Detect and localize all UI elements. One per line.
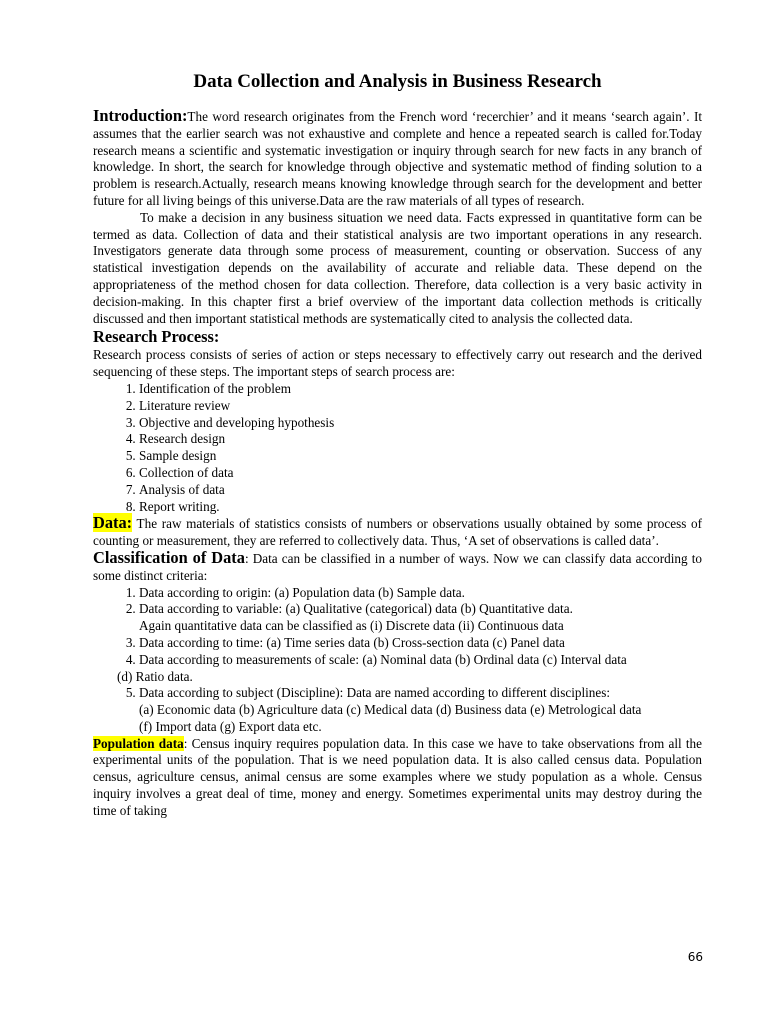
- list-item: 6. Collection of data: [139, 465, 702, 482]
- classification-list-b: [93, 635, 702, 669]
- intro-paragraph-2: To make a decision in any business situation we need data. Facts expressed in quantitative form can be termed as data. Collection of data and their statistical analysis are two important operations in any research. Investigators generate data through some process of measurement, counting or observation. Success of any statistical investigation depends on the availability of accurate and reliable data. These depend on the appropriateness of the method chosen for data collection. Therefore, data collection is a very basic activity in decision-making. In this chapter first a brief overview of the important data collection methods is critically discussed and then important statistical methods are systematically cited to analysis the collected data.: [93, 209, 702, 326]
- classification-text: : Data can be classified in a number of ways. Now we can classify data according to some distinct criteria:: [93, 550, 702, 583]
- list-item: 1. Identification of the problem: [139, 381, 702, 398]
- classification-item5-cont2: (f) Import data (g) Export data etc.: [139, 718, 322, 734]
- list-item: 4. Data according to measurements of scale: (a) Nominal data (b) Ordinal data (c) Interval data: [139, 652, 702, 669]
- intro-paragraph: [93, 108, 702, 210]
- list-item: 4. Research design: [139, 431, 702, 448]
- classification-heading: Classification of Data: [93, 547, 245, 567]
- list-item: 7. Analysis of data: [139, 482, 702, 499]
- page-number: 66: [687, 950, 703, 964]
- intro-text: The word research originates from the French word ‘recerchier’ and it means ‘search again’. It assumes that the earlier search was not exhaustive and complete and hence a repeated search is called for.Today research means a scientific and systematic investigation or inquiry through search for new facts in any branch of knowledge. In short, the search for knowledge through objective and systematic method of finding solution to a problem is research.Actually, research means knowing knowledge through search for the development and better future for all living beings of this universe.Data are the raw materials of all types of research.: [93, 109, 702, 208]
- list-item: 2. Literature review: [139, 398, 702, 415]
- list-item: 2. Data according to variable: (a) Qualitative (categorical) data (b) Quantitative data.: [139, 601, 702, 618]
- population-text: : Census inquiry requires population data. In this case we have to take observations from all the experimental units of the population. That is we need population data. It is also called census data. Population census, agriculture census, animal census are some examples where we study population as a whole. Census inquiry involves a great deal of time, money and energy. Sometimes experimental units may destroy during the time of taking: [93, 735, 702, 818]
- data-heading: Data:: [93, 513, 133, 533]
- document-page: [93, 70, 702, 820]
- research-process-text: Research process consists of series of action or steps necessary to effectively carry out research and the derived sequencing of these steps. The important steps of search process are:: [93, 347, 702, 380]
- list-item: 3. Data according to time: (a) Time series data (b) Cross-section data (c) Panel data: [139, 635, 702, 652]
- intro-heading: Introduction:: [93, 106, 188, 125]
- list-item: 3. Objective and developing hypothesis: [139, 415, 702, 432]
- research-process-heading: Research Process:: [93, 327, 220, 347]
- list-item: 5. Data according to subject (Discipline): Data are named according to different disciplines:: [139, 685, 702, 702]
- data-definition: [93, 515, 702, 550]
- list-item: 1. Data according to origin: (a) Population data (b) Sample data.: [139, 585, 702, 602]
- classification-list-c: [93, 685, 702, 702]
- population-heading: Population data: [93, 735, 184, 751]
- data-definition-text: The raw materials of statistics consists of numbers or observations usually obtained by some process of counting or measurement, they are referred to collectively data. Thus, ‘A set of observations is called data’.: [93, 516, 702, 549]
- list-item: 8. Report writing.: [139, 499, 702, 516]
- classification-item5-cont: (a) Economic data (b) Agriculture data (c) Medical data (d) Business data (e) Metrological data: [139, 702, 642, 718]
- classification-item4-cont: (d) Ratio data.: [117, 668, 193, 684]
- research-steps-list: [93, 381, 702, 515]
- page-title: Data Collection and Analysis in Business Research: [193, 71, 602, 92]
- population-paragraph: [93, 736, 702, 820]
- list-item: 5. Sample design: [139, 448, 702, 465]
- classification-list-a: [93, 585, 702, 619]
- classification-note: Again quantitative data can be classified as (i) Discrete data (ii) Continuous data: [139, 618, 564, 634]
- classification-paragraph: [93, 547, 702, 585]
